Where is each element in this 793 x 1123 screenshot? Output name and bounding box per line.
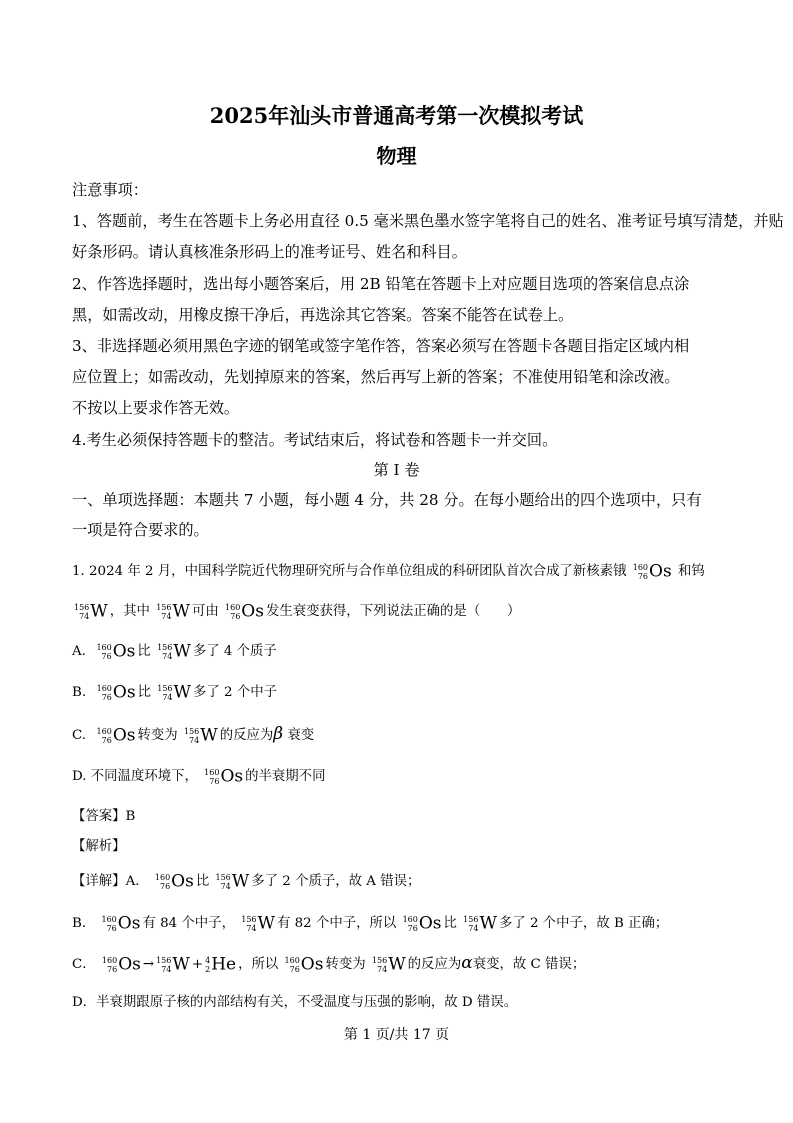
nuclide-w: 156 74 W xyxy=(215,871,250,891)
option-c xyxy=(72,724,732,745)
nuclide-os: 160 76 Os xyxy=(204,766,244,786)
option-label: A. xyxy=(72,644,86,659)
detail-text: 比 xyxy=(443,916,457,931)
nuclide-w: 156 74 W xyxy=(183,725,218,745)
notice-item-2-line-2: 黑，如需改动，用橡皮擦干净后，再选涂其它答案。答案不能答在试卷上。 xyxy=(72,306,574,324)
analysis-label: 【解析】 xyxy=(72,839,126,854)
nuclide-os: 160 76 Os xyxy=(284,954,324,974)
question-1-stem-line-2 xyxy=(72,600,732,621)
detail-line-a xyxy=(72,870,732,891)
page-footer: 第 1 页/共 17 页 xyxy=(343,1027,450,1043)
question-1-stem-text: 发生衰变获得，下列说法正确的是（ ） xyxy=(265,604,521,619)
notice-item-3-line-2: 应位置上；如需改动，先划掉原来的答案，然后再写上新的答案；不准使用铅笔和涂改液。 xyxy=(72,368,680,386)
detail-text: ，所以 xyxy=(238,957,279,972)
section-heading-line-2: 一项是符合要求的。 xyxy=(72,521,209,539)
nuclide-os: 160 76 Os xyxy=(402,913,442,933)
detail-text: 衰变，故 C 错误； xyxy=(472,957,586,972)
question-1-stem-text: 可由 xyxy=(191,604,219,619)
detail-text: 多了 2 个中子，故 B 正确； xyxy=(498,916,669,931)
detail-text: 多了 2 个质子，故 A 错误； xyxy=(251,874,421,889)
nuclide-w: 156 74 W xyxy=(156,601,190,621)
notice-item-2-line-1: 2、作答选择题时，选出每小题答案后，用 2B 铅笔在答题卡上对应题目选项的答案信息点涂 xyxy=(72,275,690,293)
question-1-stem-text: 1. 2024 年 2 月，中国科学院近代物理研究所与合作单位组成的科研团队首次合成了新核素锇 xyxy=(72,564,627,579)
beta-symbol: β xyxy=(273,724,284,744)
notice-item-3-line-1: 3、非选择题必须用黑色字迹的钢笔或签字笔作答，答案必须写在答题卡各题目指定区域内相 xyxy=(72,337,690,355)
option-d xyxy=(72,765,732,786)
notice-item-1-line-1: 1、答题前，考生在答题卡上务必用直径 0.5 毫米黑色墨水签字笔将自己的姓名、准考证号填写清楚，并贴 xyxy=(72,212,784,230)
arrow-icon: → xyxy=(142,957,155,972)
nuclide-w: 156 74 W xyxy=(74,601,108,621)
notice-item-4: 4.考生必须保持答题卡的整洁。考试结束后，将试卷和答题卡一并交回。 xyxy=(72,431,558,449)
alpha-symbol: α xyxy=(461,953,473,973)
option-text: 的反应为 xyxy=(219,728,274,743)
nuclide-os: 160 76 Os xyxy=(632,561,672,581)
option-label: B. xyxy=(72,685,87,700)
detail-line-b xyxy=(72,912,732,933)
notice-item-1-line-2: 好条形码。请认真核准条形码上的准考证号、姓名和科目。 xyxy=(72,243,467,261)
detail-line-d: D．半衰期跟原子核的内部结构有关，不受温度与压强的影响，故 D 错误。 xyxy=(72,995,518,1010)
detail-line-c xyxy=(72,953,732,974)
nuclide-w: 156 74 W xyxy=(241,913,275,933)
option-text: 多了 2 个中子 xyxy=(193,685,277,700)
option-text: D. 不同温度环境下， xyxy=(72,769,198,784)
nuclide-w: 156 74 W xyxy=(157,682,191,702)
notice-heading: 注意事项： xyxy=(72,181,148,199)
nuclide-os: 160 76 Os xyxy=(225,601,264,621)
option-a xyxy=(72,640,732,661)
nuclide-he: 4 2 He xyxy=(205,954,237,974)
notice-item-3-line-3: 不按以上要求作答无效。 xyxy=(72,399,240,417)
detail-text: 的反应为 xyxy=(407,957,462,972)
question-1-stem-line-1 xyxy=(72,560,732,581)
exam-title: 2025年汕头市普通高考第一次模拟考试 xyxy=(209,103,584,128)
detail-text: C． xyxy=(72,957,96,972)
nuclide-os: 160 76 Os xyxy=(101,913,141,933)
section-heading-line-1: 一、单项选择题：本题共 7 小题，每小题 4 分，共 28 分。在每小题给出的四个选项中，只有 xyxy=(72,491,702,509)
nuclide-w: 156 74 W xyxy=(156,954,190,974)
nuclide-w: 156 74 W xyxy=(463,913,497,933)
question-1-stem-text: ，其中 xyxy=(109,604,150,619)
detail-label: 【详解】 xyxy=(72,874,126,889)
nuclide-w: 156 74 W xyxy=(371,954,406,974)
question-1-stem-text: 和钨 xyxy=(677,564,705,579)
option-text: 比 xyxy=(137,644,151,659)
plus-sign: + xyxy=(191,957,204,972)
volume-heading: 第 I 卷 xyxy=(373,461,420,479)
detail-text: 转变为 xyxy=(325,957,366,972)
option-text: 衰变 xyxy=(287,728,315,743)
detail-text: B． xyxy=(72,916,96,931)
nuclide-os: 160 76 Os xyxy=(154,871,194,891)
nuclide-w: 156 74 W xyxy=(157,641,191,661)
option-text: 多了 4 个质子 xyxy=(192,644,277,659)
subject-title: 物理 xyxy=(376,144,417,168)
detail-text: 比 xyxy=(195,874,210,889)
option-text: 转变为 xyxy=(137,728,178,743)
detail-text: 有 84 个中子， xyxy=(142,916,235,931)
detail-text: A． xyxy=(125,874,149,889)
nuclide-os: 160 76 Os xyxy=(96,641,136,661)
nuclide-os: 160 76 Os xyxy=(101,954,141,974)
detail-text: 有 82 个中子，所以 xyxy=(277,916,397,931)
answer-label: 【答案】B xyxy=(72,809,136,824)
option-text: 比 xyxy=(137,685,151,700)
nuclide-os: 160 76 Os xyxy=(96,725,136,745)
option-b xyxy=(72,681,732,702)
option-label: C. xyxy=(72,728,87,743)
option-text: 的半衰期不同 xyxy=(245,769,326,784)
nuclide-os: 160 76 Os xyxy=(96,682,136,702)
